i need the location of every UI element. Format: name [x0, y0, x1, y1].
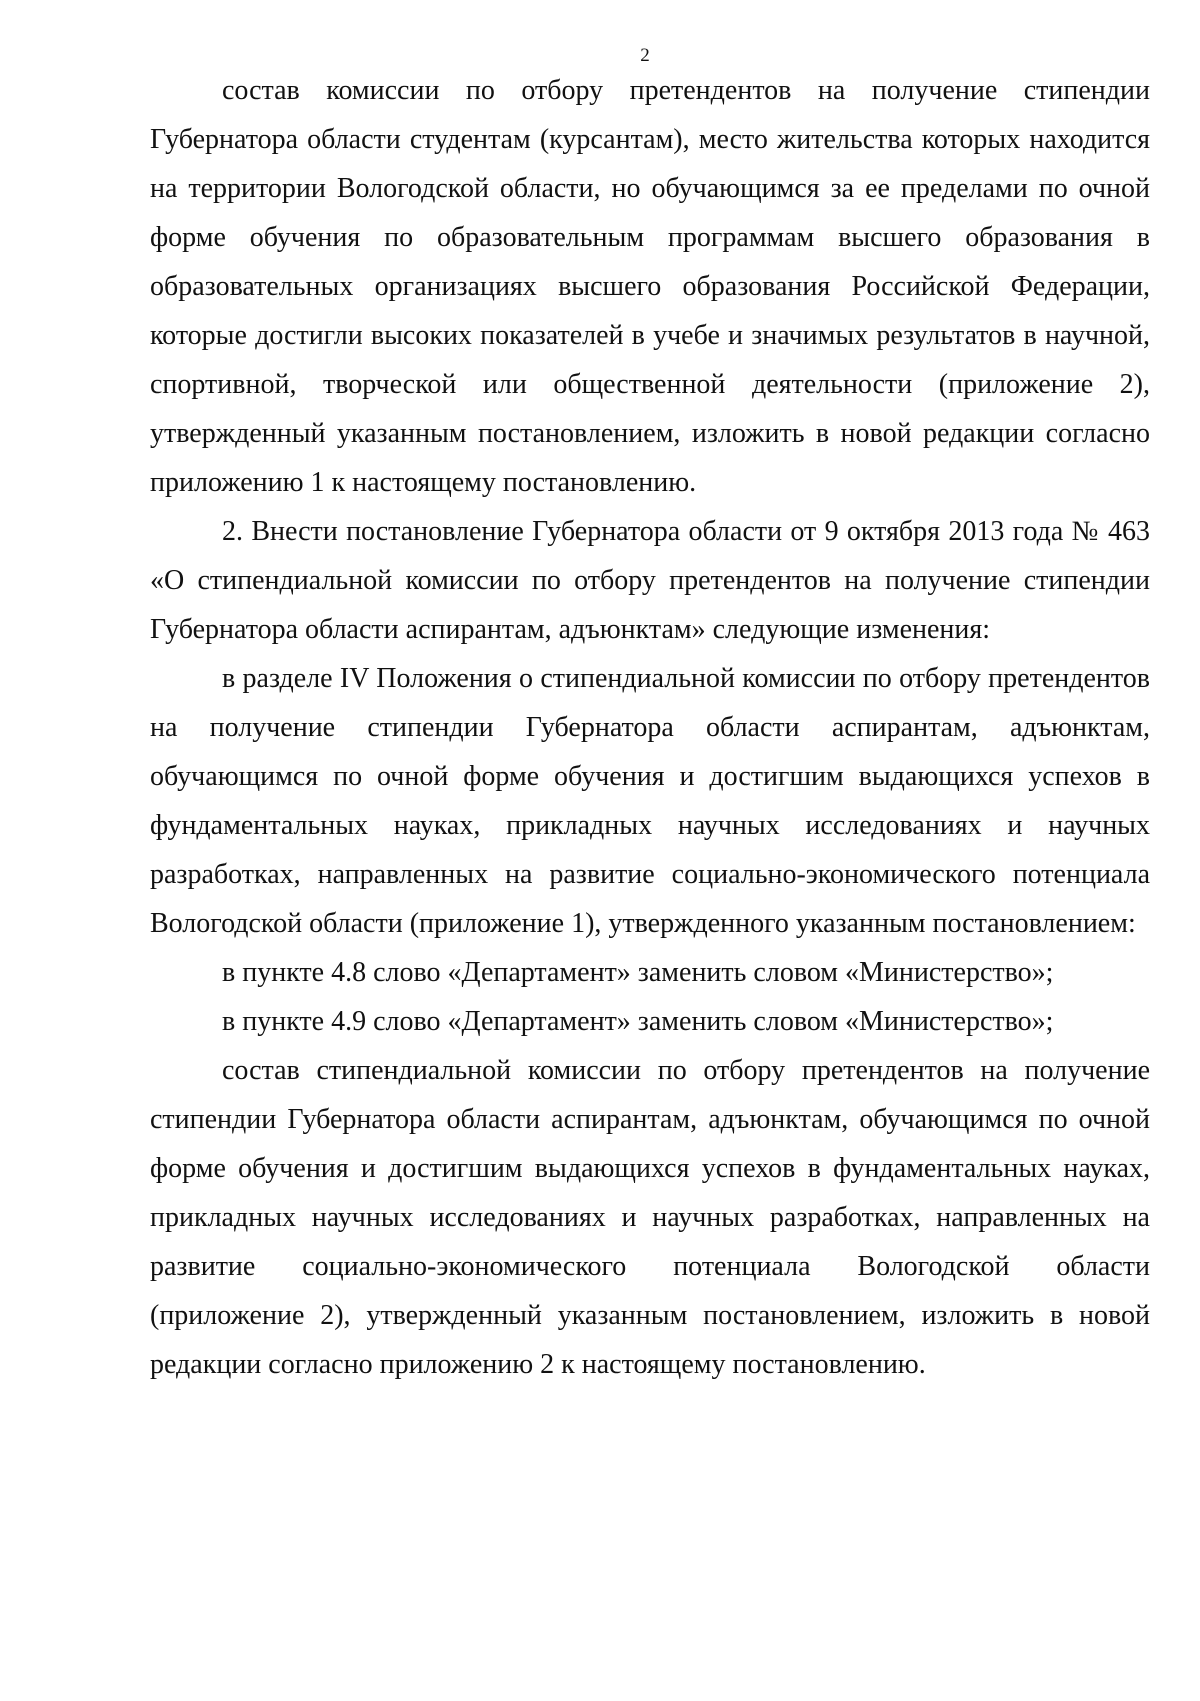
paragraph-point-4-8: в пункте 4.8 слово «Департамент» заменить словом «Министерство»; — [222, 957, 1054, 988]
paragraph-commission-composition: состав комиссии по отбору претендентов на получение стипендии Губернатора области студентам (курсантам), место жительства которых находится на территории Вологодской области, но обучающимся за ее пределами по очной форме обучения по образовательным программам высшего образования в образовательных организациях высшего образования Российской Федерации, которые достигли высоких показателей в учебе и значимых результатов в научной, спортивной, творческой или общественной деятельности (приложение 2), утвержденный указанным постановлением, изложить в новой редакции согласно приложению 1 к настоящему постановлению. — [150, 75, 1150, 498]
paragraph-point-4-9: в пункте 4.9 слово «Департамент» заменить словом «Министерство»; — [222, 1006, 1054, 1037]
page-number: 2 — [640, 45, 650, 66]
paragraph-item-2: 2. Внести постановление Губернатора области от 9 октября 2013 года № 463 «О стипендиальной комиссии по отбору претендентов на получение стипендии Губернатора области аспирантам, адъюнктам» следующие изменения: — [150, 516, 1150, 645]
paragraph-section-iv: в разделе IV Положения о стипендиальной комиссии по отбору претендентов на получение стипендии Губернатора области аспирантам, адъюнктам, обучающимся по очной форме обучения и достигшим выдающихся успехов в фундаментальных науках, прикладных научных исследованиях и научных разработках, направленных на развитие социально-экономического потенциала Вологодской области (приложение 1), утвержденного указанным постановлением: — [150, 663, 1150, 939]
paragraph-stipend-commission-composition: состав стипендиальной комиссии по отбору претендентов на получение стипендии Губернатора области аспирантам, адъюнктам, обучающимся по очной форме обучения и достигшим выдающихся успехов в фундаментальных науках, прикладных научных исследованиях и научных разработках, направленных на развитие социально-экономического потенциала Вологодской области (приложение 2), утвержденный указанным постановлением, изложить в новой редакции согласно приложению 2 к настоящему постановлению. — [150, 1055, 1150, 1380]
document-body — [150, 66, 1150, 1389]
